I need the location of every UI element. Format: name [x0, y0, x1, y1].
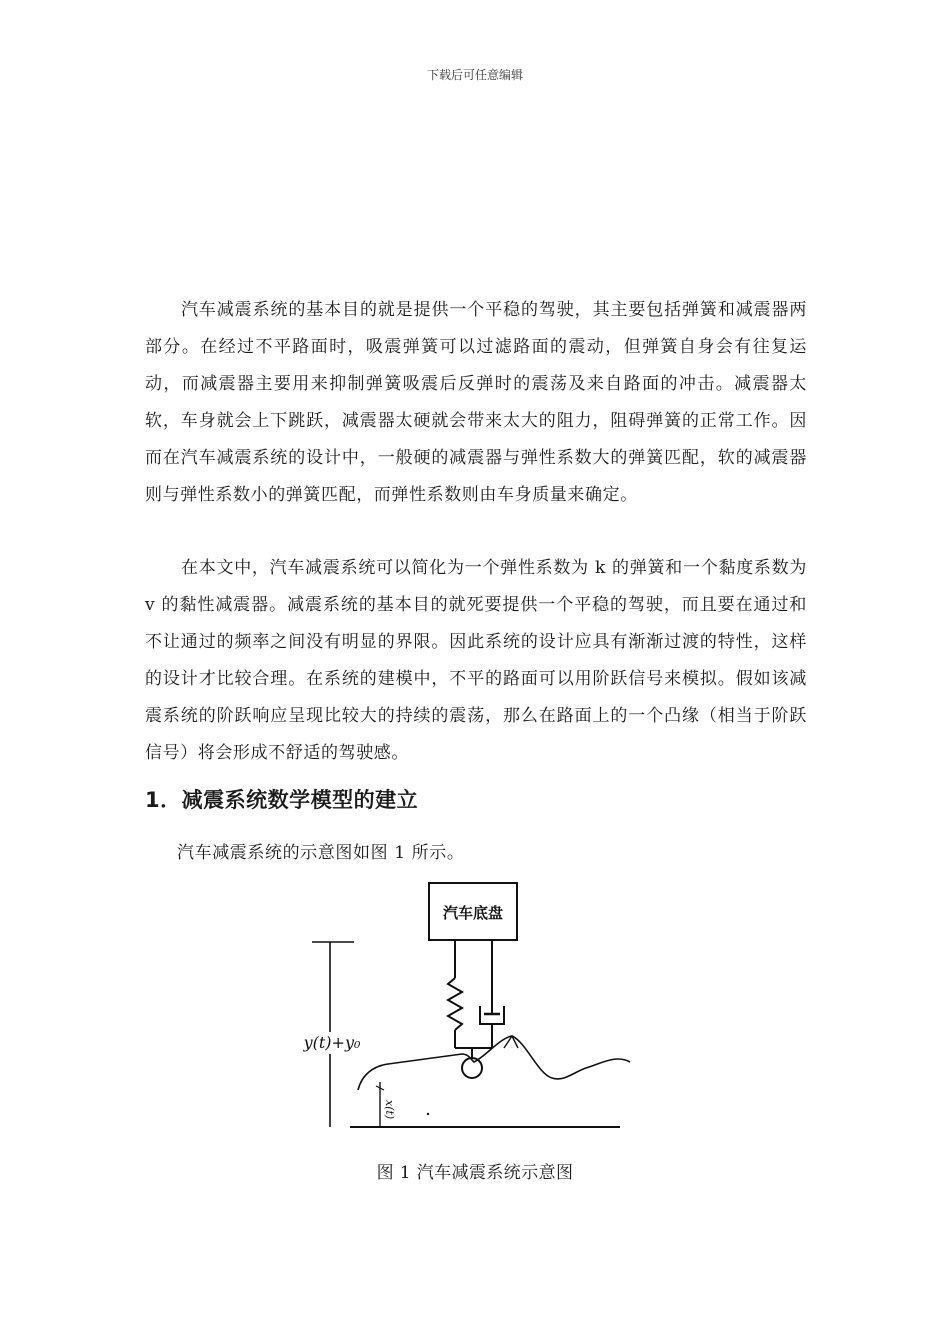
suspension-diagram [290, 878, 640, 1138]
ground-dot [427, 1113, 429, 1115]
y-dimension-label: y(t)+y₀ [303, 1033, 361, 1052]
section-heading: 1．减震系统数学模型的建立 [145, 788, 419, 812]
figure-intro-line: 汽车减震系统的示意图如图 1 所示。 [177, 843, 465, 863]
figure-caption: 图 1 汽车减震系统示意图 [376, 1163, 574, 1183]
page-header-note: 下载后可任意编辑 [426, 68, 523, 82]
body-paragraph-1: 汽车减震系统的基本目的就是提供一个平稳的驾驶，其主要包括弹簧和减震器两部分。在经过不平路面时，吸震弹簧可以过滤路面的震动，但弹簧自身会有往复运动，而减震器主要用来抑制弹簧吸震后反弹时的震荡及来自路面的冲击。减震器太软，车身就会上下跳跃，减震器太硬就会带来太大的阻力，阻碍弹簧的正常工作。因而在汽车减震系统的设计中，一般硬的减震器与弹性系数大的弹簧匹配，软的减震器则与弹性系数小的弹簧匹配，而弹性系数则由车身质量来确定。 [145, 300, 807, 505]
body-paragraph-2: 在本文中，汽车减震系统可以简化为一个弹性系数为 k 的弹簧和一个黏度系数为 v 的黏性减震器。减震系统的基本目的就死要提供一个平稳的驾驶，而且要在通过和不让通过的频率之间没有明显的界限。因此系统的设计应具有渐渐过渡的特性，这样的设计才比较合理。在系统的建模中，不平的路面可以用阶跃信号来模拟。假如该减震系统的阶跃响应呈现比较大的持续的震荡，那么在路面上的一个凸缘（相当于阶跃信号）将会形成不舒适的驾驶感。 [145, 558, 807, 763]
road-profile [358, 1036, 630, 1090]
x-dimension-label: x(t) [383, 1100, 396, 1120]
chassis-label: 汽车底盘 [442, 904, 504, 922]
spring [448, 978, 462, 1030]
